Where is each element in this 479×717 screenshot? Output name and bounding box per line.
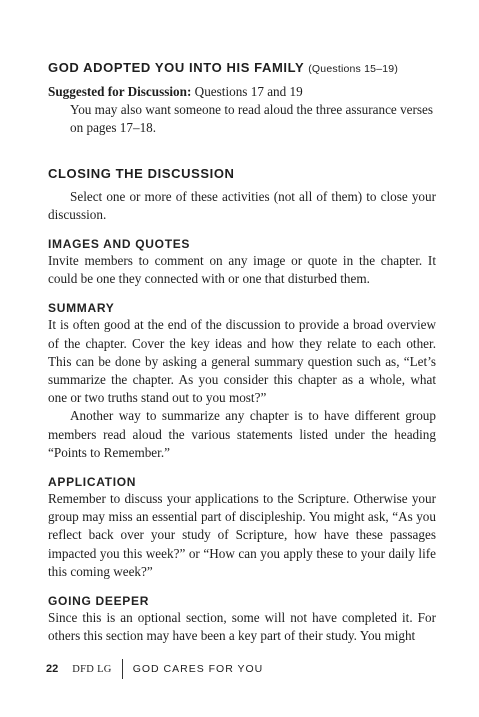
application-text: Remember to discuss your applications to the Scripture. Otherwise your group may miss an essential part of discipleship. You might ask, “As you reflect back over your study of Scripture, how have these passages impacted you this week?” or “How can you apply these to your daily life this coming week?” bbox=[48, 491, 436, 579]
summary-paragraph-2: Another way to summarize any chapter is to have different group members read aloud the various statements listed under the heading “Points to Remember.” bbox=[48, 408, 436, 460]
assurance-note: You may also want someone to read aloud the three assurance verses on pages 17–18. bbox=[70, 102, 434, 136]
summary-paragraph-1: It is often good at the end of the discussion to provide a broad overview of the chapter. Cover the key ideas and how they relate to each other. This can be done by asking a general summary question such as, “Let’s summarize the chapter. As you consider this chapter as a whole, what one or two truths stand out to you most?” bbox=[48, 317, 436, 406]
series-code: DFD LG bbox=[72, 663, 112, 675]
going-deeper-text: Since this is an optional section, some will not have completed it. For others this section may have been a key part of their study. You might bbox=[48, 610, 436, 644]
section-heading-adopted bbox=[48, 60, 436, 77]
closing-intro: Select one or more of these activities (not all of them) to close your discussion. bbox=[48, 188, 436, 222]
running-title: GOD CARES FOR YOU bbox=[132, 663, 264, 675]
section-heading-adopted-title: GOD ADOPTED YOU INTO HIS FAMILY bbox=[48, 60, 305, 75]
subheading-going-deeper: GOING DEEPER bbox=[48, 594, 150, 609]
footer-divider bbox=[122, 659, 123, 679]
page-number: 22 bbox=[46, 663, 59, 675]
page-footer bbox=[46, 658, 263, 680]
suggested-label: Suggested for Discussion: bbox=[48, 84, 192, 99]
section-heading-adopted-questions: (Questions 15–19) bbox=[308, 63, 399, 75]
subheading-images-quotes: IMAGES AND QUOTES bbox=[48, 237, 191, 252]
subheading-application: APPLICATION bbox=[48, 475, 137, 490]
section-heading-closing: CLOSING THE DISCUSSION bbox=[48, 165, 235, 181]
suggested-value: Questions 17 and 19 bbox=[194, 84, 303, 99]
images-quotes-text: Invite members to comment on any image or quote in the chapter. It could be one they connected with or one that disturbed them. bbox=[48, 253, 436, 287]
page-content bbox=[48, 60, 436, 645]
subheading-summary: SUMMARY bbox=[48, 301, 115, 316]
suggested-discussion bbox=[48, 83, 436, 101]
